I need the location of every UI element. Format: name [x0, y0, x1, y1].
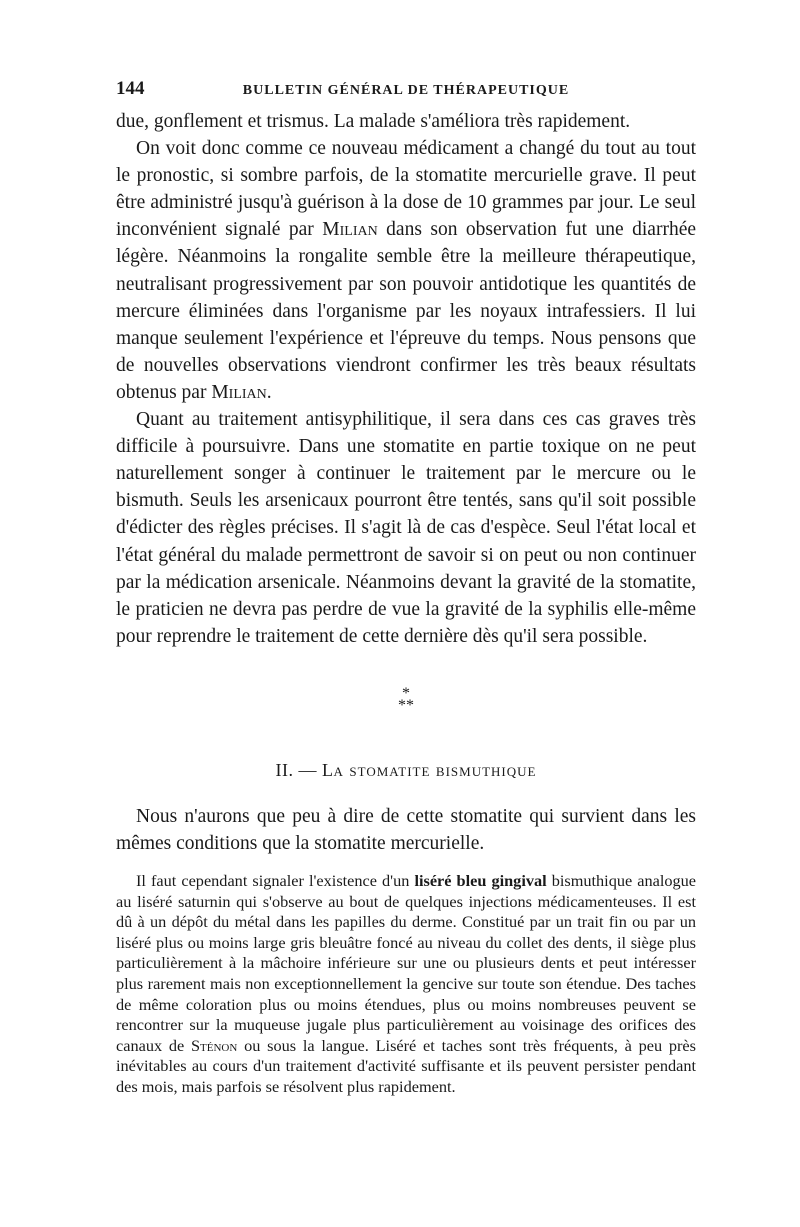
- page-number: 144: [116, 78, 145, 99]
- paragraph-1-text: due, gonflement et trismus. La malade s'améliora très rapidement.: [116, 111, 631, 132]
- paragraph-3-text: Quant au traitement antisyphilitique, il sera dans ces cas graves très difficile à poursuivre. Dans une stomatite en partie toxique on ne peut naturellement songer à continuer le traitement par le mercure ou le bismuth. Seuls les arsenicaux pourront être tentés, sans qu'il soit possible d'édicter des règles précises. Il s'agit là de cas d'espèce. Seul l'état local et l'état général du malade permettront de savoir si on peut ou non continuer par la médication arsenicale. Néanmoins devant la gravité de la stomatite, le praticien ne devra pas perdre de vue la gravité de la syphilis elle-même pour reprendre le traitement de cette dernière dès qu'il sera possible.: [116, 409, 696, 647]
- author-name: Milian: [211, 381, 267, 403]
- paragraph-3: [116, 406, 696, 650]
- asterism-divider: [116, 684, 696, 716]
- section-heading: [116, 760, 696, 781]
- small-paragraph: [116, 871, 696, 1098]
- small-paragraph-text-c: ou sous la langue. Liséré et taches sont très fréquents, à peu près inévitables au cours d'un traitement d'activité suffisante et ils peuvent persister pendant des mois, mais parfois se résolvent plus rapidement.: [116, 1035, 696, 1096]
- small-paragraph-text-b: bismuthique analogue au liséré saturnin qui s'observe au bout de quelques injections médicamenteuses. Il est dû à un dépôt du métal dans les papilles du derme. Constitué par un trait fin ou par un liséré plus ou moins large gris bleuâtre foncé au niveau du collet des dents, il siège plus particulièrement à la mâchoire inférieure sur une ou plusieurs dents et peut intéresser plus rarement mais non exceptionnellement la gencive sur toute son étendue. Des taches de même coloration plus ou moins étendues, plus ou moins nombreuses peuvent se rencontrer sur la muqueuse jugale plus particulièrement au voisinage des orifices des canaux de: [116, 871, 697, 1055]
- paragraph-2-text-a: On voit donc comme ce nouveau médicament a changé du tout au tout le pronostic, si sombre parfois, de la stomatite mercurielle grave. Il peut être administré jusqu'à guérison à la dose de 10 grammes par jour. Le seul inconvénient signalé par: [116, 138, 696, 241]
- paragraph-2-text-c: .: [266, 381, 272, 403]
- paragraph-2-text-b: dans son observation fut une diarrhée légère. Néanmoins la rongalite semble être la meilleure thérapeutique, neutralisant progressivement par son pouvoir antidotique les quantités de mercure éliminées dans l'organisme par les noyaux intrafessiers. Il lui manque seulement l'expérience et l'épreuve du temps. Nous pensons que de nouvelles observations viendront confirmer les très beaux résultats obtenus par: [116, 219, 697, 403]
- page: [116, 78, 696, 1098]
- asterism-bottom: **: [398, 696, 414, 714]
- section-paragraph-1-text: Nous n'aurons que peu à dire de cette stomatite qui survient dans les mêmes conditions que la stomatite mercurielle.: [116, 805, 696, 854]
- section-number: II. —: [275, 759, 323, 780]
- paragraph-1: [116, 108, 696, 135]
- section-title: a stomatite bismuthique: [333, 759, 537, 780]
- section-paragraph-1: [116, 803, 696, 857]
- page-header: [116, 78, 696, 108]
- running-title: BULLETIN GÉNÉRAL DE THÉRAPEUTIQUE: [242, 83, 570, 98]
- body-text: [116, 108, 696, 650]
- section-body: [116, 803, 696, 857]
- paragraph-2: [116, 135, 696, 406]
- asterism-top: *: [402, 684, 410, 702]
- anatomist-name: Sténon: [191, 1035, 238, 1055]
- small-paragraph-text-a: Il faut cependant signaler l'existence d'un: [136, 871, 415, 891]
- author-name: Milian: [322, 219, 378, 241]
- small-print-block: [116, 871, 696, 1098]
- emphasized-term: liséré bleu gingival: [414, 871, 547, 891]
- section-title-initial: L: [322, 759, 334, 780]
